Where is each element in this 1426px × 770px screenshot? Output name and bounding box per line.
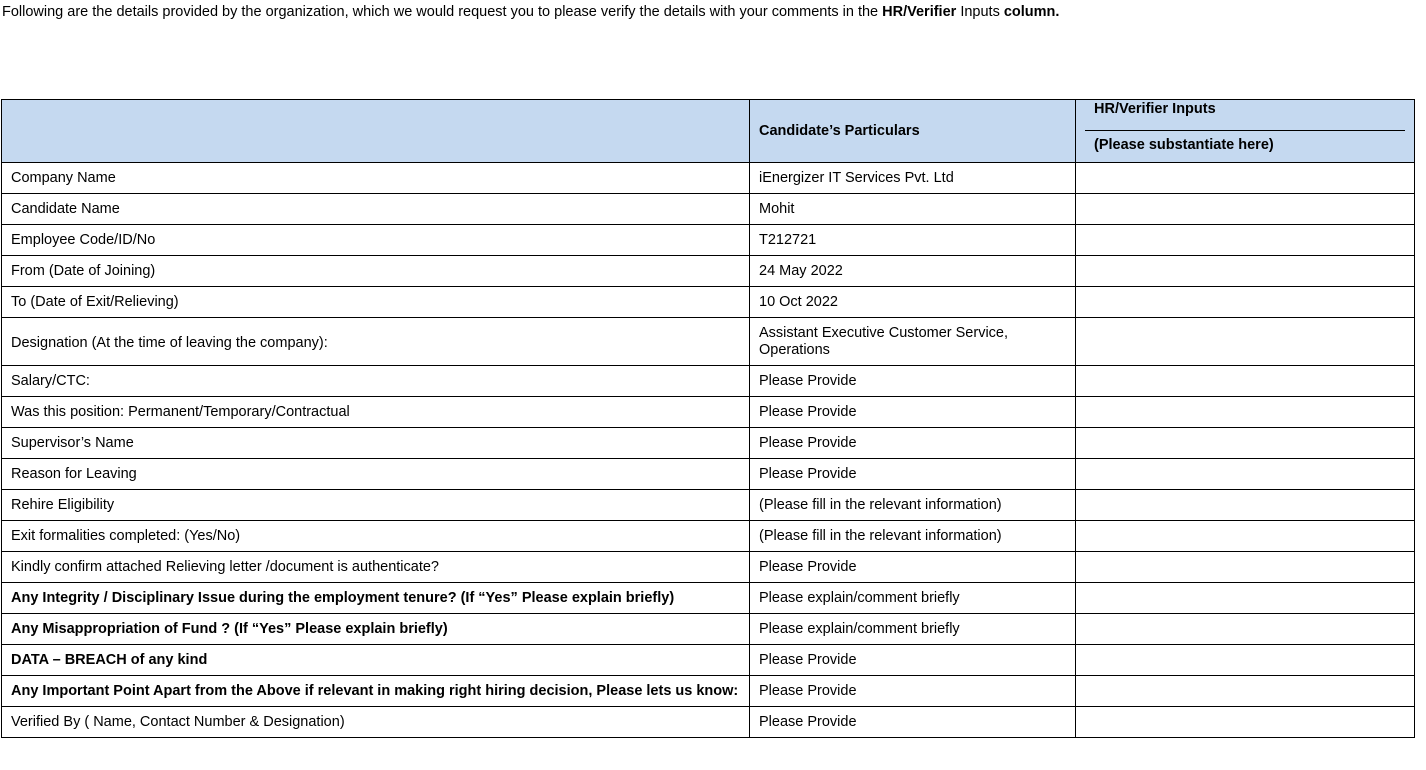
table-row — [2, 397, 1415, 428]
row-label: Designation (At the time of leaving the company): — [2, 318, 750, 366]
empty-cell — [1076, 614, 1415, 645]
row-label: From (Date of Joining) — [2, 256, 750, 287]
table-row — [2, 428, 1415, 459]
intro-bold-verifier: HR/Verifier — [882, 4, 957, 20]
table-row — [2, 614, 1415, 645]
row-value: Please Provide — [750, 676, 1076, 707]
table-row — [2, 645, 1415, 676]
empty-cell — [1076, 552, 1415, 583]
header-blank-cell — [2, 100, 750, 163]
row-label: Supervisor’s Name — [2, 428, 750, 459]
table-row — [2, 318, 1415, 366]
table-row — [2, 256, 1415, 287]
intro-text — [2, 4, 1059, 20]
row-label: Verified By ( Name, Contact Number & Designation) — [2, 707, 750, 738]
row-label: Was this position: Permanent/Temporary/Contractual — [2, 397, 750, 428]
table-row — [2, 676, 1415, 707]
header-candidate-particulars: Candidate’s Particulars — [750, 100, 1076, 163]
row-label: Any Integrity / Disciplinary Issue during the employment tenure? (If “Yes” Please explain briefly) — [2, 583, 750, 614]
row-value: iEnergizer IT Services Pvt. Ltd — [750, 163, 1076, 194]
table-row — [2, 366, 1415, 397]
header-hr-verifier-title: HR/Verifier Inputs — [1085, 100, 1405, 131]
verifier-input-cell[interactable] — [1076, 366, 1415, 397]
verifier-input-cell[interactable] — [1076, 194, 1415, 225]
empty-cell — [1076, 676, 1415, 707]
table-row — [2, 194, 1415, 225]
table-row — [2, 521, 1415, 552]
verifier-input-cell[interactable] — [1076, 397, 1415, 428]
row-value: Please Provide — [750, 459, 1076, 490]
row-value: 24 May 2022 — [750, 256, 1076, 287]
row-value: (Please fill in the relevant information) — [750, 521, 1076, 552]
intro-text-part: Following are the details provided by the organization, which we would request you to please verify the details with your comments in the — [2, 4, 883, 20]
row-value: Mohit — [750, 194, 1076, 225]
empty-cell — [1076, 583, 1415, 614]
row-value: T212721 — [750, 225, 1076, 256]
row-label: To (Date of Exit/Relieving) — [2, 287, 750, 318]
row-value: Please Provide — [750, 397, 1076, 428]
verifier-input-cell[interactable] — [1076, 225, 1415, 256]
row-value: (Please fill in the relevant information) — [750, 490, 1076, 521]
row-label: Company Name — [2, 163, 750, 194]
header-hr-verifier-inputs — [1076, 100, 1415, 163]
verifier-input-cell[interactable] — [1076, 490, 1415, 521]
row-label: Candidate Name — [2, 194, 750, 225]
verifier-input-cell[interactable] — [1076, 459, 1415, 490]
row-label: Exit formalities completed: (Yes/No) — [2, 521, 750, 552]
verifier-input-cell[interactable] — [1076, 163, 1415, 194]
table-row — [2, 459, 1415, 490]
verifier-input-cell[interactable] — [1076, 287, 1415, 318]
row-value: 10 Oct 2022 — [750, 287, 1076, 318]
table-row — [2, 552, 1415, 583]
row-value: Please Provide — [750, 366, 1076, 397]
row-label: DATA – BREACH of any kind — [2, 645, 750, 676]
table-row — [2, 287, 1415, 318]
verifier-input-cell[interactable] — [1076, 256, 1415, 287]
verifier-input-cell[interactable] — [1076, 521, 1415, 552]
table-row — [2, 490, 1415, 521]
header-substantiate-note: (Please substantiate here) — [1094, 137, 1274, 153]
row-value: Assistant Executive Customer Service, Operations — [750, 318, 1076, 366]
row-label: Rehire Eligibility — [2, 490, 750, 521]
table-row — [2, 163, 1415, 194]
row-label: Employee Code/ID/No — [2, 225, 750, 256]
row-value: Please Provide — [750, 707, 1076, 738]
row-label: Any Misappropriation of Fund ? (If “Yes” Please explain briefly) — [2, 614, 750, 645]
intro-bold-column: column. — [1003, 4, 1060, 20]
verifier-input-cell[interactable] — [1076, 318, 1415, 366]
table-row — [2, 583, 1415, 614]
empty-cell — [1076, 707, 1415, 738]
row-value: Please explain/comment briefly — [750, 614, 1076, 645]
verification-table — [1, 99, 1415, 738]
row-label: Salary/CTC: — [2, 366, 750, 397]
row-value: Please explain/comment briefly — [750, 583, 1076, 614]
row-label: Kindly confirm attached Relieving letter /document is authenticate? — [2, 552, 750, 583]
verifier-input-cell[interactable] — [1076, 428, 1415, 459]
table-row — [2, 707, 1415, 738]
table-row — [2, 225, 1415, 256]
row-label: Any Important Point Apart from the Above if relevant in making right hiring decision, Please lets us know: — [2, 676, 750, 707]
empty-cell — [1076, 645, 1415, 676]
row-label: Reason for Leaving — [2, 459, 750, 490]
row-value: Please Provide — [750, 552, 1076, 583]
row-value: Please Provide — [750, 645, 1076, 676]
intro-text-part: Inputs — [956, 4, 1004, 20]
table-header-row — [2, 100, 1415, 163]
row-value: Please Provide — [750, 428, 1076, 459]
